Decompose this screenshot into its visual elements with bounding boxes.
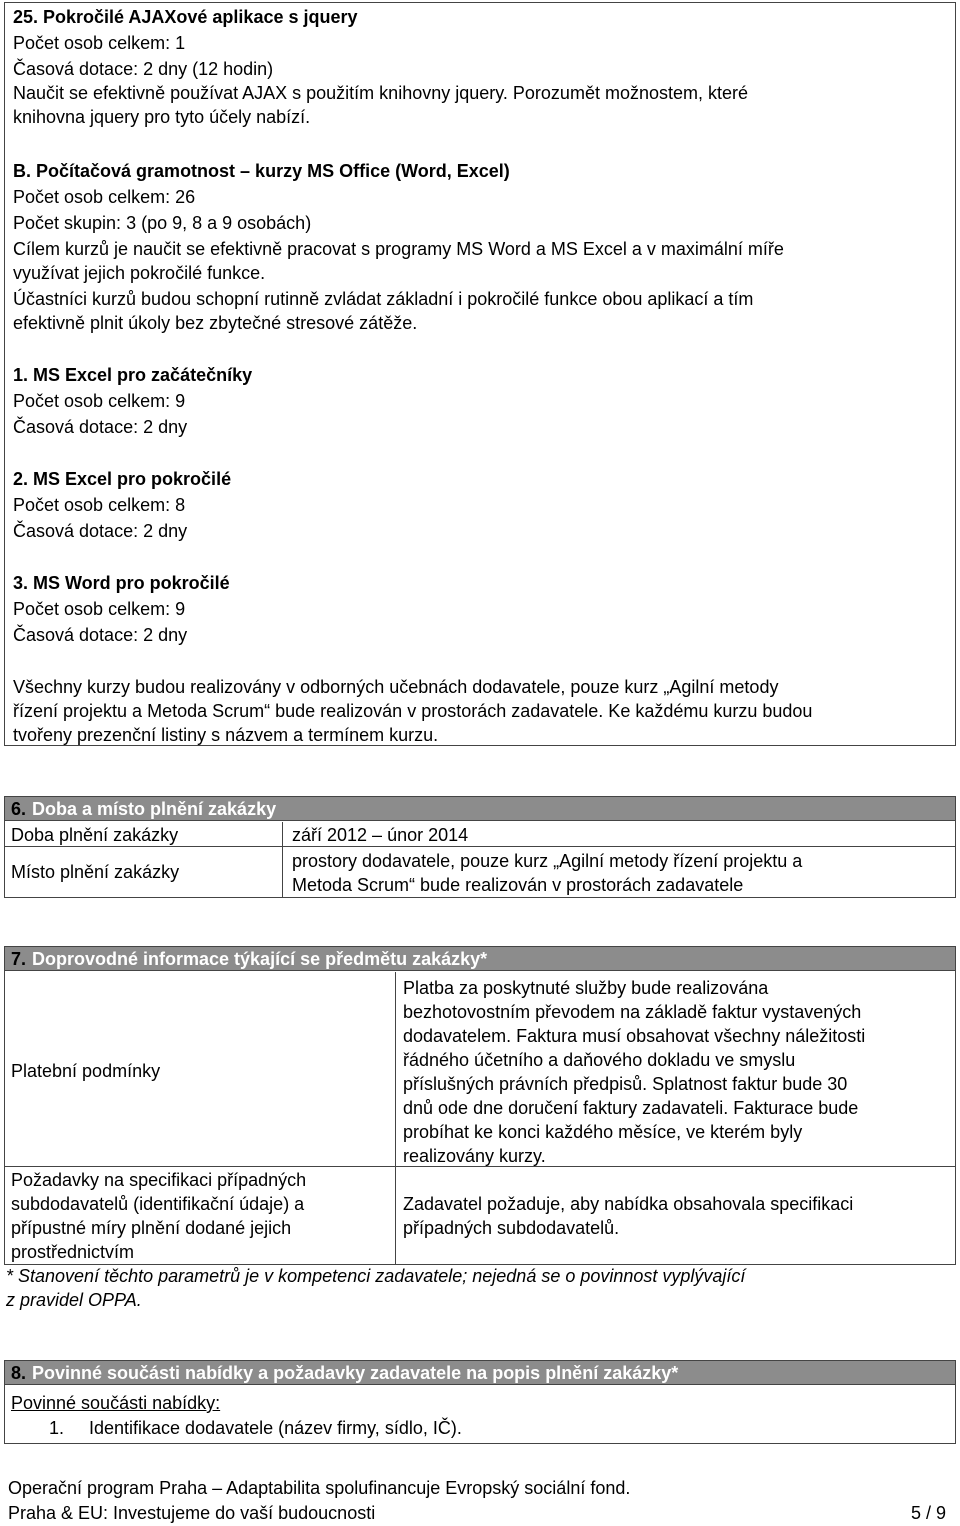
section-7-number: 7. [11, 949, 27, 969]
subcontractors-label-1: Požadavky na specifikaci případných [11, 1170, 307, 1190]
page-number: 5 / 9 [910, 1503, 946, 1523]
section-8-number: 8. [11, 1363, 27, 1383]
course-3-persons: Počet osob celkem: 9 [13, 599, 186, 619]
payment-terms-line-7: probíhat ke konci každého měsíce, ve kterém byly [403, 1122, 803, 1142]
required-parts-heading: Povinné součásti nabídky: [11, 1393, 221, 1413]
course-25-title: 25. Pokročilé AJAXové aplikace s jquery [13, 7, 358, 27]
section-b-participants-1: Účastníci kurzů budou schopní rutinně zvládat základní i pokročilé funkce obou aplikací a tím [13, 289, 754, 309]
section-6-title: Doba a místo plnění zakázky [32, 799, 277, 819]
payment-terms-line-2: bezhotovostním převodem na základě faktur vystavených [403, 1002, 862, 1022]
courses-note-2: řízení projektu a Metoda Scrum“ bude realizován v prostorách zadavatele. Ke každému kurzu budou [13, 701, 813, 721]
section-b-goal-2: využívat jejich pokročilé funkce. [13, 263, 266, 283]
section-6-number: 6. [11, 799, 27, 819]
section-7-note-2: z pravidel OPPA. [6, 1290, 142, 1310]
payment-terms-line-4: řádného účetního a daňového dokladu ve smyslu [403, 1050, 796, 1070]
section-7-title: Doprovodné informace týkající se předmětu zakázky* [32, 949, 488, 969]
delivery-time-label: Doba plnění zakázky [11, 825, 179, 845]
delivery-time-value: září 2012 – únor 2014 [292, 825, 469, 845]
section-b-goal-1: Cílem kurzů je naučit se efektivně pracovat s programy MS Word a MS Excel a v maximální míře [13, 239, 784, 259]
course-2-title: 2. MS Excel pro pokročilé [13, 469, 232, 489]
subcontractors-value-2: případných subdodavatelů. [403, 1218, 620, 1238]
payment-terms-line-6: dnů ode dne doručení faktury zadavateli. Fakturace bude [403, 1098, 859, 1118]
course-1-title: 1. MS Excel pro začátečníky [13, 365, 253, 385]
delivery-place-value-1: prostory dodavatele, pouze kurz „Agilní metody řízení projektu a [292, 851, 803, 871]
section-8-table [4, 1360, 956, 1444]
section-8-title: Povinné součásti nabídky a požadavky zadavatele na popis plnění zakázky* [32, 1363, 679, 1383]
payment-terms-label: Platební podmínky [11, 1061, 161, 1081]
section-7-note-1: * Stanovení těchto parametrů je v kompetenci zadavatele; nejedná se o povinnost vyplývající [6, 1266, 746, 1286]
section-6-table [4, 796, 956, 898]
payment-terms-line-8: realizovány kurzy. [403, 1146, 546, 1166]
delivery-place-label: Místo plnění zakázky [11, 862, 180, 882]
course-block [4, 2, 956, 746]
course-1-persons: Počet osob celkem: 9 [13, 391, 186, 411]
section-8-header [5, 1361, 955, 1385]
delivery-place-value-2: Metoda Scrum“ bude realizován v prostorách zadavatele [292, 875, 744, 895]
subcontractors-label-2: subdodavatelů (identifikační údaje) a [11, 1194, 305, 1214]
required-item-1: Identifikace dodavatele (název firmy, sídlo, IČ). [89, 1418, 462, 1438]
payment-terms-line-3: dodavatelem. Faktura musí obsahovat všechny náležitosti [403, 1026, 866, 1046]
course-1-duration: Časová dotace: 2 dny [13, 417, 188, 437]
section-b-persons: Počet osob celkem: 26 [13, 187, 196, 207]
course-25-persons: Počet osob celkem: 1 [13, 33, 186, 53]
courses-note-1: Všechny kurzy budou realizovány v odborných učebnách dodavatele, pouze kurz „Agilní metody [13, 677, 779, 697]
course-25-desc-2: knihovna jquery pro tyto účely nabízí. [13, 107, 311, 127]
section-b-participants-2: efektivně plnit úkoly bez zbytečné stresové zátěže. [13, 313, 418, 333]
column-divider [395, 972, 396, 1264]
section-7-header [5, 947, 955, 971]
section-7-table [4, 946, 956, 1265]
footer-program: Operační program Praha – Adaptabilita spolufinancuje Evropský sociální fond. [8, 1478, 631, 1498]
course-2-persons: Počet osob celkem: 8 [13, 495, 186, 515]
course-2-duration: Časová dotace: 2 dny [13, 521, 188, 541]
courses-note-3: tvořeny prezenční listiny s názvem a termínem kurzu. [13, 725, 439, 745]
section-b-groups: Počet skupin: 3 (po 9, 8 a 9 osobách) [13, 213, 312, 233]
course-3-duration: Časová dotace: 2 dny [13, 625, 188, 645]
subcontractors-value-1: Zadavatel požaduje, aby nabídka obsahovala specifikaci [403, 1194, 854, 1214]
section-6-header [5, 797, 955, 821]
course-25-desc-1: Naučit se efektivně používat AJAX s použitím knihovny jquery. Porozumět možnostem, které [13, 83, 749, 103]
course-25-duration: Časová dotace: 2 dny (12 hodin) [13, 59, 274, 79]
subcontractors-label-3: přípustné míry plnění dodané jejich [11, 1218, 292, 1238]
column-divider [282, 822, 283, 897]
subcontractors-label-4: prostřednictvím [11, 1242, 135, 1262]
required-item-number: 1. [49, 1418, 65, 1438]
payment-terms-line-1: Platba za poskytnuté služby bude realizována [403, 978, 769, 998]
footer-slogan: Praha & EU: Investujeme do vaší budoucnosti [8, 1503, 376, 1523]
section-b-title: B. Počítačová gramotnost – kurzy MS Office (Word, Excel) [13, 161, 510, 181]
course-3-title: 3. MS Word pro pokročilé [13, 573, 230, 593]
payment-terms-line-5: příslušných právních předpisů. Splatnost faktur bude 30 [403, 1074, 848, 1094]
